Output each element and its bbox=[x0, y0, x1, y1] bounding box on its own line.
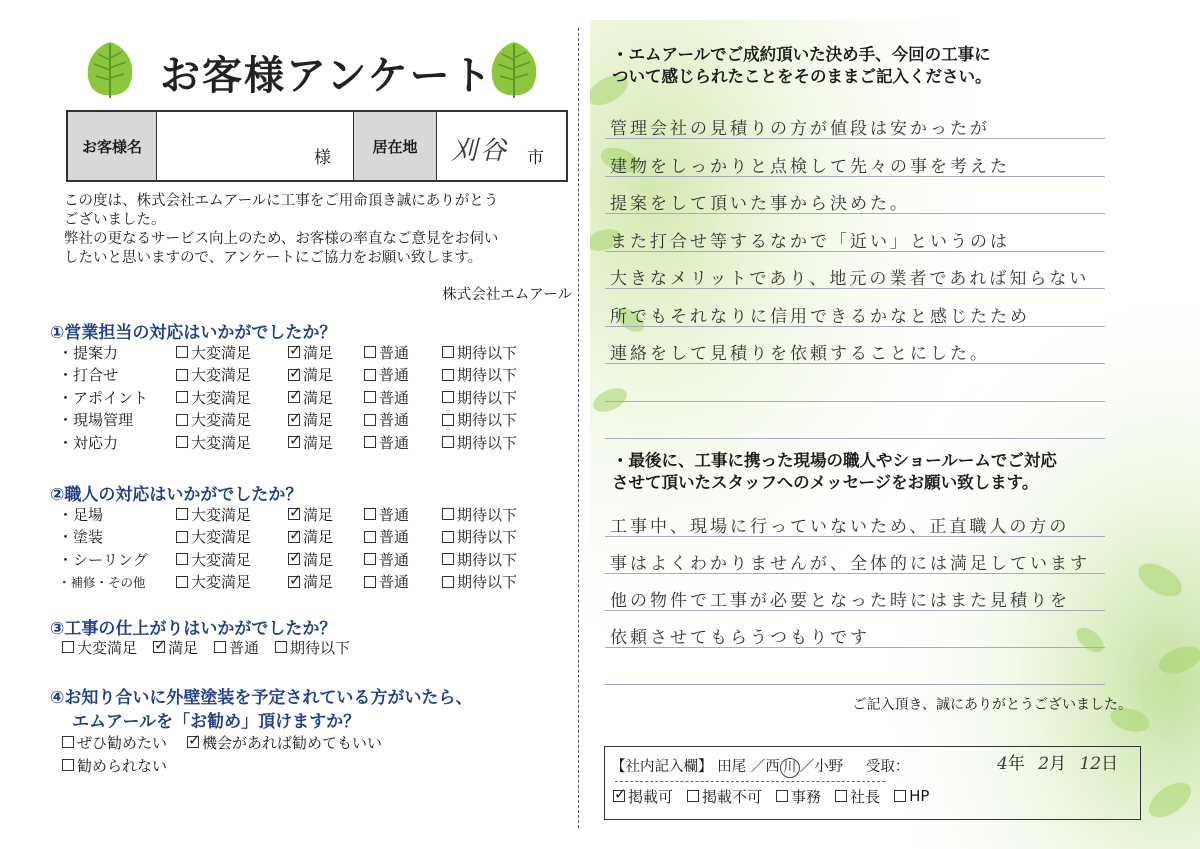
option[interactable] bbox=[288, 526, 364, 547]
option-label: 普通 bbox=[229, 638, 260, 657]
option-label: 期待以下 bbox=[457, 550, 518, 569]
option[interactable] bbox=[442, 342, 532, 363]
option[interactable] bbox=[364, 342, 442, 363]
company-name: 株式会社エムアール bbox=[442, 287, 572, 303]
q4-option[interactable] bbox=[187, 732, 382, 753]
handwritten-answer-line: 他の物件で工事が必要となった時にはまた見積りを bbox=[610, 591, 1070, 611]
option-label: 期待以下 bbox=[457, 366, 518, 384]
checkbox-checked[interactable] bbox=[187, 736, 199, 748]
checkbox-checked[interactable] bbox=[288, 531, 300, 543]
checkbox-checked[interactable] bbox=[288, 576, 300, 588]
option[interactable] bbox=[364, 364, 442, 385]
option[interactable] bbox=[288, 342, 364, 363]
handwritten-answer-line: 提案をして頂いた事から決めた。 bbox=[610, 194, 910, 214]
option-label: 大変満足 bbox=[191, 366, 252, 384]
option[interactable] bbox=[442, 387, 532, 408]
q2-row bbox=[58, 503, 532, 525]
internal-checks bbox=[613, 785, 943, 807]
staff-circled: 川 bbox=[780, 758, 800, 778]
checkbox-checked[interactable] bbox=[288, 436, 300, 448]
checkbox[interactable] bbox=[176, 369, 188, 381]
checkbox[interactable] bbox=[176, 436, 188, 448]
q6-title-line: させて頂いたスタッフへのメッセージをお願い致します。 bbox=[612, 473, 1039, 492]
option[interactable] bbox=[442, 504, 532, 525]
option[interactable] bbox=[288, 571, 364, 592]
checkbox[interactable] bbox=[364, 391, 376, 403]
checkbox[interactable] bbox=[442, 531, 454, 543]
customer-name-suffix: 様 bbox=[314, 148, 331, 168]
checkbox[interactable] bbox=[442, 508, 454, 520]
q5-title-line: ついて感じられたことをそのままご記入ください。 bbox=[612, 67, 992, 86]
option-label: HP bbox=[909, 787, 930, 805]
customer-name-label: お客様名 bbox=[68, 112, 157, 180]
checkbox[interactable] bbox=[176, 553, 188, 565]
checkbox-checked[interactable] bbox=[288, 369, 300, 381]
answer-rule bbox=[605, 438, 1105, 439]
option[interactable] bbox=[176, 504, 288, 525]
option-label: 社長 bbox=[850, 787, 881, 806]
option-label: 大変満足 bbox=[191, 573, 252, 591]
option[interactable] bbox=[613, 786, 673, 807]
row-label: ・アポイント bbox=[58, 388, 149, 407]
option-label: 普通 bbox=[379, 411, 410, 429]
checkbox[interactable] bbox=[364, 576, 376, 588]
checkbox[interactable] bbox=[176, 576, 188, 588]
checkbox[interactable] bbox=[364, 436, 376, 448]
option[interactable] bbox=[288, 387, 364, 408]
received-date bbox=[997, 749, 1118, 774]
option-label: 大変満足 bbox=[191, 550, 252, 569]
option-label: 普通 bbox=[379, 550, 410, 569]
received-year: 4 bbox=[997, 754, 1008, 774]
option-label: 普通 bbox=[379, 505, 410, 524]
staff-names: 田尾 ／西 bbox=[717, 759, 780, 775]
received-label: 受取： bbox=[865, 759, 910, 775]
checkbox[interactable] bbox=[364, 346, 376, 358]
intro-line: ございました。 bbox=[64, 212, 166, 228]
option-label: 満足 bbox=[303, 505, 334, 524]
option-label: 期待以下 bbox=[457, 505, 518, 524]
option[interactable] bbox=[62, 637, 137, 658]
option-label: 機会があれば勧めてもいい bbox=[202, 733, 383, 752]
q4-title-line1: ④お知り合いに外壁塗装を予定されている方がいたら、 bbox=[50, 688, 473, 708]
q4-option[interactable] bbox=[62, 755, 167, 776]
customer-name-field[interactable] bbox=[157, 112, 354, 180]
option-label: 勧められない bbox=[77, 756, 168, 775]
row-label: ・足場 bbox=[58, 505, 104, 524]
option-label: 大変満足 bbox=[191, 388, 252, 407]
row-label: ・打合せ bbox=[58, 366, 119, 384]
q1-row bbox=[58, 409, 532, 431]
location-field[interactable] bbox=[437, 112, 566, 180]
internal-label: 【社内記入欄】 bbox=[611, 759, 713, 775]
checkbox[interactable] bbox=[275, 641, 287, 653]
option[interactable] bbox=[364, 387, 442, 408]
handwritten-answer-line: 管理会社の見積りの方が値段は安かったが bbox=[610, 119, 990, 139]
q2-row bbox=[58, 548, 532, 570]
checkbox[interactable] bbox=[442, 553, 454, 565]
option-label: 普通 bbox=[379, 388, 410, 407]
location-label: 居在地 bbox=[354, 112, 437, 180]
option[interactable] bbox=[288, 432, 364, 453]
q6-title bbox=[612, 450, 1057, 494]
checkbox[interactable] bbox=[442, 414, 454, 426]
received-day: 12 bbox=[1079, 754, 1102, 774]
q3-title: ③工事の仕上がりはいかがでしたか？ bbox=[50, 619, 337, 639]
checkbox[interactable] bbox=[364, 414, 376, 426]
option-label: 事務 bbox=[791, 787, 822, 806]
intro-text bbox=[64, 192, 584, 268]
option-label: 掲載不可 bbox=[702, 787, 763, 806]
row-label: ・補修・その他 bbox=[58, 574, 146, 590]
checkbox[interactable] bbox=[835, 790, 847, 802]
option[interactable] bbox=[364, 504, 442, 525]
received-month: 2 bbox=[1038, 754, 1050, 774]
intro-line: この度は、株式会社エムアールに工事をご用命頂き誠にありがとう bbox=[64, 193, 499, 209]
checkbox-checked[interactable] bbox=[288, 346, 300, 358]
option[interactable] bbox=[364, 549, 442, 570]
staff-names-2: ／小野 bbox=[799, 759, 844, 775]
handwritten-answer-line: 連絡をして見積りを依頼することにした。 bbox=[610, 344, 990, 364]
option-label: 掲載可 bbox=[628, 787, 674, 806]
option-label: 満足 bbox=[303, 411, 334, 429]
option[interactable] bbox=[176, 526, 288, 547]
q4-title-line2: エムアールを「お勧め」頂けますか？ bbox=[72, 712, 361, 732]
q3-options bbox=[62, 636, 366, 658]
option[interactable] bbox=[176, 342, 288, 363]
option[interactable] bbox=[214, 637, 259, 658]
checkbox[interactable] bbox=[176, 391, 188, 403]
option-label: 満足 bbox=[303, 433, 334, 452]
checkbox[interactable] bbox=[214, 641, 226, 653]
option[interactable] bbox=[687, 786, 762, 807]
q1-row bbox=[58, 431, 532, 453]
option-label: ぜひ勧めたい bbox=[77, 733, 168, 752]
q1-row bbox=[58, 341, 532, 363]
checkbox[interactable] bbox=[894, 790, 906, 802]
option-label: 満足 bbox=[303, 550, 334, 569]
option-label: 大変満足 bbox=[191, 528, 252, 546]
handwritten-answer-line: 依頼させてもらうつもりです bbox=[610, 628, 870, 648]
answer-rule bbox=[605, 684, 1105, 685]
page-title: お客様アンケート bbox=[160, 53, 494, 99]
checkbox[interactable] bbox=[442, 436, 454, 448]
checkbox-checked[interactable] bbox=[613, 790, 625, 802]
q2-row bbox=[58, 526, 532, 548]
internal-rule bbox=[615, 781, 885, 782]
checkbox[interactable] bbox=[62, 759, 74, 771]
option-label: 満足 bbox=[303, 388, 334, 407]
option[interactable] bbox=[176, 549, 288, 570]
option[interactable] bbox=[442, 549, 532, 570]
greenery-background bbox=[590, 20, 1200, 849]
month-unit: 月 bbox=[1049, 754, 1067, 774]
internal-row1 bbox=[611, 755, 909, 778]
option[interactable] bbox=[894, 787, 929, 805]
option[interactable] bbox=[176, 432, 288, 453]
handwritten-answer-line: また打合せ等するなかで「近い」というのは bbox=[610, 231, 1010, 252]
checkbox-checked[interactable] bbox=[288, 508, 300, 520]
q4-options-row1 bbox=[62, 731, 392, 753]
handwritten-answer-line: 大きなメリットであり、地元の業者であれば知らない bbox=[610, 269, 1090, 289]
row-label: ・シーリング bbox=[58, 550, 148, 569]
checkbox[interactable] bbox=[687, 790, 699, 802]
internal-use-box bbox=[604, 746, 1141, 820]
q4-options-row2 bbox=[62, 754, 177, 776]
checkbox[interactable] bbox=[442, 369, 454, 381]
handwritten-answer-line: 工事中、現場に行っていないため、正直職人の方の bbox=[610, 517, 1070, 537]
customer-info-table bbox=[66, 110, 568, 182]
option-label: 大変満足 bbox=[191, 343, 252, 362]
option[interactable] bbox=[288, 364, 364, 385]
intro-line: したいと思いますので、アンケートにご協力をお願い致します。 bbox=[64, 250, 483, 266]
option-label: 満足 bbox=[303, 528, 334, 546]
checkbox-checked[interactable] bbox=[153, 641, 165, 653]
day-unit: 日 bbox=[1101, 754, 1119, 774]
option-label: 普通 bbox=[379, 573, 410, 591]
option-label: 普通 bbox=[379, 433, 410, 452]
option-label: 期待以下 bbox=[457, 573, 518, 591]
column-divider bbox=[578, 28, 579, 828]
handwritten-answer-line: 所でもそれなりに信用できるかなと感じたため bbox=[610, 306, 1030, 327]
option[interactable] bbox=[176, 364, 288, 385]
option[interactable] bbox=[442, 432, 532, 453]
q4-option[interactable] bbox=[62, 732, 167, 753]
checkbox[interactable] bbox=[176, 508, 188, 520]
checkbox[interactable] bbox=[364, 531, 376, 543]
option-label: 大変満足 bbox=[77, 638, 138, 657]
q1-title: ①営業担当の対応はいかがでしたか？ bbox=[50, 323, 337, 343]
option-label: 満足 bbox=[168, 638, 199, 657]
option[interactable] bbox=[364, 571, 442, 592]
option[interactable] bbox=[364, 432, 442, 453]
checkbox[interactable] bbox=[62, 736, 74, 748]
option[interactable] bbox=[442, 409, 532, 430]
checkbox[interactable] bbox=[176, 346, 188, 358]
option-label: 期待以下 bbox=[457, 411, 518, 429]
year-unit: 年 bbox=[1007, 754, 1025, 774]
checkbox[interactable] bbox=[364, 369, 376, 381]
q2-title: ②職人の対応はいかがでしたか？ bbox=[50, 485, 303, 505]
option[interactable] bbox=[442, 364, 532, 385]
location-suffix: 市 bbox=[527, 148, 544, 168]
option[interactable] bbox=[835, 786, 880, 807]
checkbox[interactable] bbox=[442, 576, 454, 588]
handwritten-answer-line: 建物をしっかりと点検して先々の事を考えた bbox=[610, 156, 1010, 177]
option[interactable] bbox=[176, 387, 288, 408]
answer-rule bbox=[605, 401, 1105, 402]
option[interactable] bbox=[776, 786, 821, 807]
row-label: ・現場管理 bbox=[58, 411, 134, 429]
q1-row bbox=[58, 364, 532, 386]
option-label: 大変満足 bbox=[191, 505, 252, 524]
q6-title-line: ・最後に、工事に携った現場の職人やショールームでご対応 bbox=[612, 451, 1057, 470]
checkbox[interactable] bbox=[442, 391, 454, 403]
option-label: 普通 bbox=[379, 343, 410, 362]
option[interactable] bbox=[288, 409, 364, 430]
q5-title bbox=[612, 44, 992, 88]
option-label: 期待以下 bbox=[457, 433, 518, 452]
option-label: 普通 bbox=[379, 366, 410, 384]
q1-row bbox=[58, 386, 532, 408]
option-label: 普通 bbox=[379, 528, 410, 546]
option[interactable] bbox=[442, 526, 532, 547]
q2-row bbox=[58, 571, 532, 593]
checkbox-checked[interactable] bbox=[288, 414, 300, 426]
checkbox[interactable] bbox=[776, 790, 788, 802]
location-value: 刈谷 bbox=[451, 136, 510, 166]
option[interactable] bbox=[275, 637, 350, 658]
option-label: 期待以下 bbox=[457, 388, 518, 407]
option-label: 期待以下 bbox=[457, 343, 518, 362]
checkbox-checked[interactable] bbox=[288, 553, 300, 565]
option-label: 大変満足 bbox=[191, 411, 252, 429]
checkbox[interactable] bbox=[62, 641, 74, 653]
option[interactable] bbox=[176, 571, 288, 592]
option-label: 満足 bbox=[303, 366, 334, 384]
option[interactable] bbox=[288, 549, 364, 570]
option-label: 大変満足 bbox=[191, 433, 252, 452]
intro-line: 弊社の更なるサービス向上のため、お客様の率直なご意見をお伺い bbox=[64, 231, 499, 247]
leaf-left-icon bbox=[78, 38, 142, 102]
row-label: ・対応力 bbox=[58, 433, 119, 452]
checkbox[interactable] bbox=[442, 346, 454, 358]
handwritten-answer-line: 事はよくわかりませんが、全体的には満足しています bbox=[610, 554, 1090, 574]
row-label: ・塗装 bbox=[58, 528, 104, 546]
option-label: 期待以下 bbox=[457, 528, 518, 546]
checkbox[interactable] bbox=[176, 531, 188, 543]
option-label: 満足 bbox=[303, 573, 334, 591]
option-label: 満足 bbox=[303, 343, 334, 362]
q5-title-line: ・エムアールでご成約頂いた決め手、今回の工事に bbox=[612, 45, 991, 64]
checkbox[interactable] bbox=[176, 414, 188, 426]
thanks-text: ご記入頂き、誠にありがとうございました。 bbox=[852, 697, 1132, 713]
checkbox[interactable] bbox=[364, 508, 376, 520]
checkbox-checked[interactable] bbox=[288, 391, 300, 403]
option[interactable] bbox=[364, 409, 442, 430]
checkbox[interactable] bbox=[364, 553, 376, 565]
option[interactable] bbox=[442, 571, 532, 592]
option-label: 期待以下 bbox=[290, 638, 351, 657]
option[interactable] bbox=[176, 409, 288, 430]
row-label: ・提案力 bbox=[58, 343, 119, 362]
option[interactable] bbox=[153, 637, 198, 658]
option[interactable] bbox=[364, 526, 442, 547]
option[interactable] bbox=[288, 504, 364, 525]
